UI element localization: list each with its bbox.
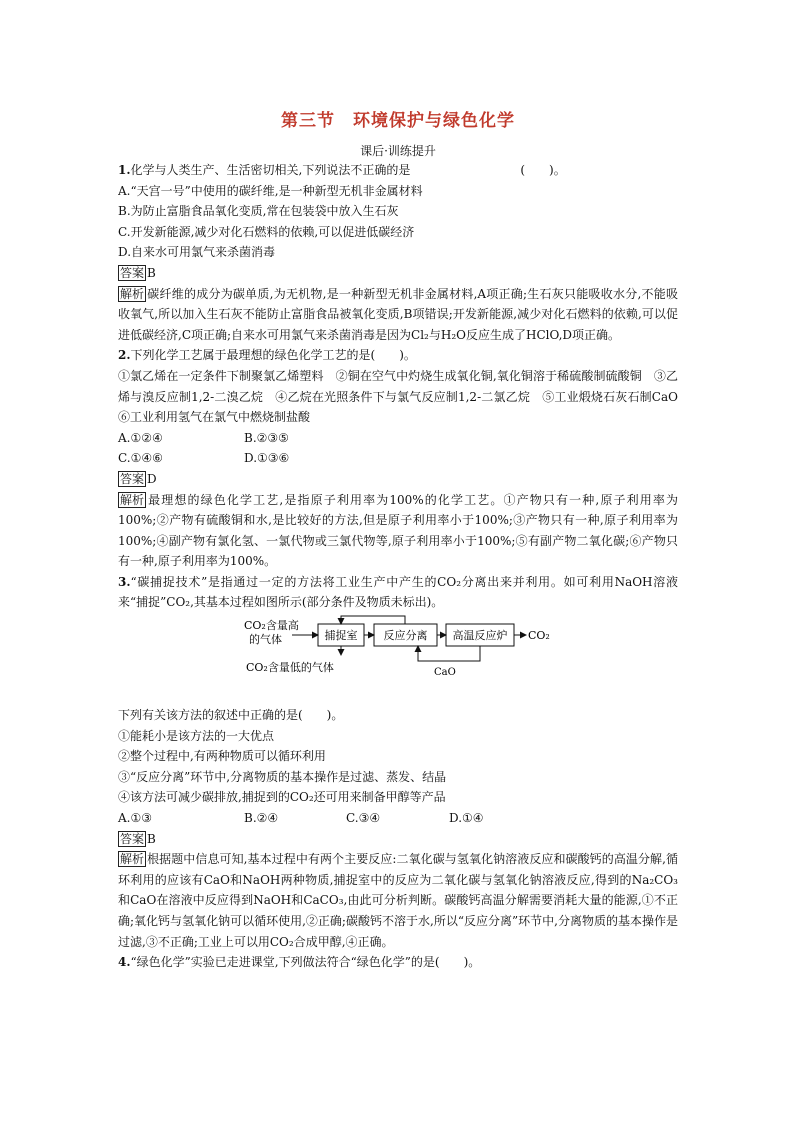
q1-option-c: C.开发新能源,减少对化石燃料的依赖,可以促进低碳经济 [118,224,415,239]
q1-blank: ( )。 [520,163,566,177]
analysis-label: 解析 [120,852,145,867]
q3-statement-3: ③“反应分离”环节中,分离物质的基本操作是过滤、蒸发、结晶 [118,769,447,784]
diagram-input-line2: 的气体 [249,633,282,647]
q1-option-a: A.“天宫一号”中使用的碳纤维,是一种新型无机非金属材料 [118,183,423,198]
q2-answer-value: D [147,471,157,486]
diagram-output: CO₂ [528,629,550,643]
q2-stem [118,345,678,366]
answer-label: 答案 [120,471,145,486]
q2-options-row2 [118,448,678,469]
q2-analysis-text: 最理想的绿色化学工艺,是指原子利用率为100%的化学工艺。①产物只有一种,原子利用率为100%;②产物有硫酸铜和水,是比较好的方法,但是原子利用率小于100%;③产物只有一种,原子利用率为100%;④副产物有氯化氢、一氯代物或三氯代物等,原子利用率小于100%;⑤有副产物二氧化碳;⑥产物只有一种,原子利用率为100%。 [118,492,678,569]
q4-stem [118,952,678,973]
answer-label: 答案 [120,265,145,280]
q1-option-b: B.为防止富脂食品氧化变质,常在包装袋中放入生石灰 [118,204,399,219]
q2-options-row1 [118,428,678,449]
q2-items: ①氯乙烯在一定条件下制聚氯乙烯塑料 ②铜在空气中灼烧生成氧化铜,氧化铜溶于稀硫酸制硫酸铜 ③乙烯与溴反应制1,2-二溴乙烷 ④乙烷在光照条件下与氯气反应制1,2-二氯乙烷 ⑤工业煅烧石灰石制CaO ⑥工业利用氢气在氯气中燃烧制盐酸 [118,368,691,425]
q3-analysis [118,849,678,952]
page-title: 第三节 环境保护与绿色化学 [281,111,515,131]
q4-stem-text: “绿色化学”实验已走进课堂,下列做法符合“绿色化学”的是( )。 [130,955,481,970]
q1-stem-text: 化学与人类生产、生活密切相关,下列说法不正确的是 [130,163,411,177]
q1-analysis-text: 碳纤维的成分为碳单质,为无机物,是一种新型无机非金属材料,A项正确;生石灰只能吸收水分,不能吸收氧气,所以加入生石灰不能防止富脂食品被氧化变质,B项错误;开发新能源,减少对化石燃料的依赖,可以促进低碳经济,C项正确;自来水可用氯气来杀菌消毒是因为Cl₂与H₂O反应生成了HClO,D项正确。 [118,286,678,342]
q3-statement-2: ②整个过程中,有两种物质可以循环利用 [118,749,326,764]
q4-number: 4. [118,955,131,970]
q2-analysis [118,490,678,572]
q2-number: 2. [118,348,131,363]
q3-option-b: B.②④ [244,811,279,826]
q1-stem [118,160,678,181]
loop-naoh [341,616,405,624]
q3-option-d: D.①④ [449,811,484,826]
q3-option-a: A.①③ [118,811,152,826]
q1-number: 1. [118,163,131,177]
q3-statement-1: ①能耗小是该方法的一大优点 [118,728,275,743]
q3-statement-4: ④该方法可减少碳排放,捕捉到的CO₂还可用来制备甲醇等产品 [118,790,446,805]
q3-option-c: C.③④ [346,811,381,826]
diagram-input-line1: CO₂含量高 [244,619,299,633]
analysis-label: 解析 [120,286,145,301]
q2-option-d: D.①③⑥ [244,451,290,466]
q1-option-d: D.自来水可用氯气来杀菌消毒 [118,245,276,260]
q2-answer [118,469,678,490]
q3-stem-text: “碳捕捉技术”是指通过一定的方法将工业生产中产生的CO₂分离出来并利用。如可利用NaOH溶液来“捕捉”CO₂,其基本过程如图所示(部分条件及物质未标出)。 [118,574,678,610]
q3-number: 3. [118,574,131,589]
q1-answer [118,263,678,284]
box1-label: 捕捉室 [324,629,358,643]
box3-label: 高温反应炉 [452,629,508,643]
page-subtitle: 课后·训练提升 [360,144,436,158]
q2-option-b: B.②③⑤ [244,430,289,445]
diagram-cao: CaO [434,667,456,679]
content [118,160,691,973]
diagram-low-co2: CO₂含量低的气体 [246,661,334,675]
q2-stem-text: 下列化学工艺属于最理想的绿色化学工艺的是( )。 [130,348,416,363]
q2-option-a: A.①②④ [118,430,163,445]
q3-analysis-text: 根据题中信息可知,基本过程中有两个主要反应:二氧化碳与氢氧化钠溶液反应和碳酸钙的高温分解,循环利用的应该有CaO和NaOH两种物质,捕捉室中的反应为二氧化碳与氢氧化钠溶液反应,得到的Na₂CO₃和CaO在溶液中反应得到NaOH和CaCO₃,由此可分析判断。碳酸钙高温分解需要消耗大量的能源,①不正确;氧化钙与氢氧化钠可以循环使用,②正确;碳酸钙不溶于水,所以“反应分离”环节中,分离物质的基本操作是过滤,③不正确;工业上可以用CO₂合成甲醇,④正确。 [118,852,678,949]
q1-answer-value: B [147,265,156,280]
q3-answer [118,829,678,850]
box2-label: 反应分离 [383,629,428,643]
answer-label: 答案 [120,831,145,846]
loop-cao [418,646,480,661]
analysis-label: 解析 [120,492,145,507]
q3-diagram [118,613,678,705]
q3-question: 下列有关该方法的叙述中正确的是( )。 [118,708,344,723]
q3-options [118,808,678,829]
q3-answer-value: B [147,831,156,846]
q2-option-c: C.①④⑥ [118,451,163,466]
process-flow-diagram [118,613,678,705]
q3-stem [118,572,678,613]
q1-analysis [118,284,678,346]
